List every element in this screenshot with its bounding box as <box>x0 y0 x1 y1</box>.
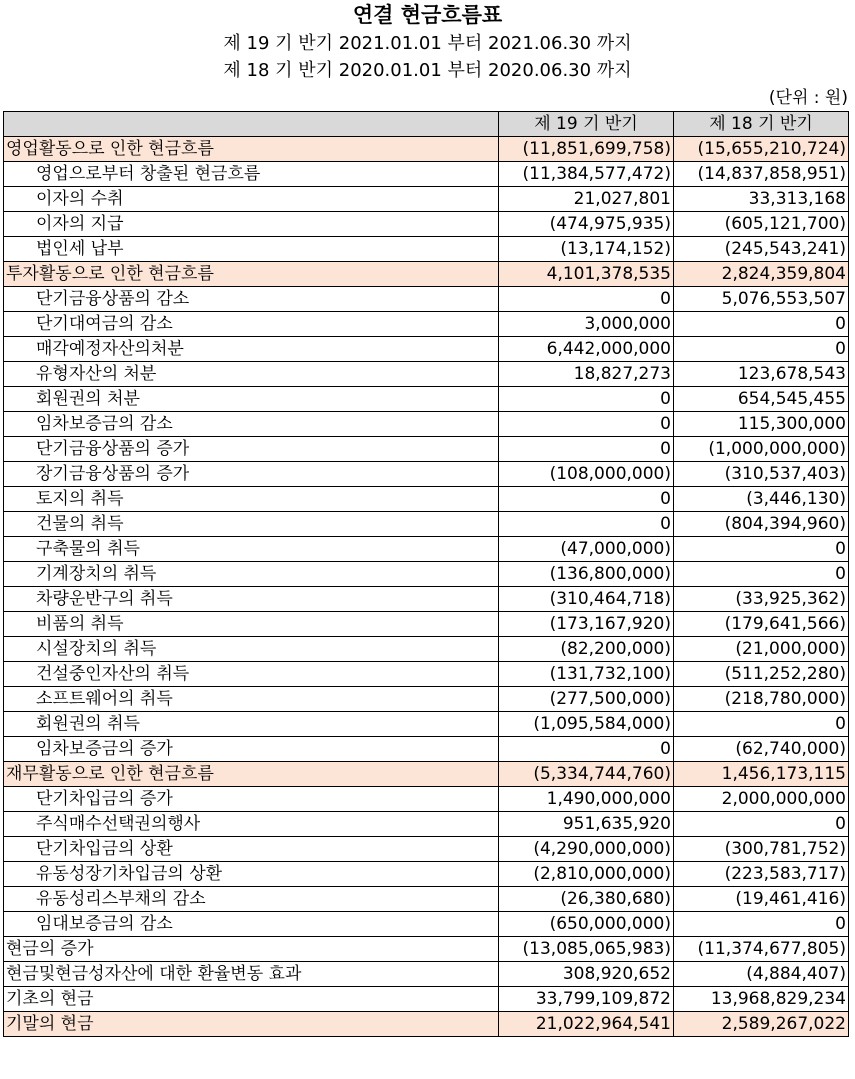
table-row <box>4 562 849 587</box>
table-row <box>4 762 849 787</box>
table-row <box>4 587 849 612</box>
table-row <box>4 262 849 287</box>
row-value-current: 1,490,000,000 <box>499 787 674 812</box>
row-value-prior: 13,968,829,234 <box>674 987 849 1012</box>
row-label: 투자활동으로 인한 현금흐름 <box>4 262 499 287</box>
table-row <box>4 862 849 887</box>
table-row <box>4 237 849 262</box>
row-label: 구축물의 취득 <box>4 537 499 562</box>
row-label: 단기차입금의 상환 <box>4 837 499 862</box>
row-value-prior: (605,121,700) <box>674 212 849 237</box>
row-value-prior: 2,589,267,022 <box>674 1012 849 1037</box>
row-value-prior: 33,313,168 <box>674 187 849 212</box>
table-row <box>4 812 849 837</box>
table-row <box>4 437 849 462</box>
row-value-prior: (62,740,000) <box>674 737 849 762</box>
row-label: 기초의 현금 <box>4 987 499 1012</box>
row-value-current: (650,000,000) <box>499 912 674 937</box>
row-value-current: (11,384,577,472) <box>499 162 674 187</box>
row-label: 장기금융상품의 증가 <box>4 462 499 487</box>
table-row <box>4 162 849 187</box>
row-value-current: (47,000,000) <box>499 537 674 562</box>
cash-flow-table <box>3 111 849 1037</box>
row-value-prior: (218,780,000) <box>674 687 849 712</box>
row-value-current: (108,000,000) <box>499 462 674 487</box>
row-value-prior: (179,641,566) <box>674 612 849 637</box>
period-prior: 제 18 기 반기 2020.01.01 부터 2020.06.30 까지 <box>223 60 632 81</box>
row-value-current: (310,464,718) <box>499 587 674 612</box>
row-label: 임대보증금의 감소 <box>4 912 499 937</box>
row-value-current: 0 <box>499 737 674 762</box>
table-row <box>4 387 849 412</box>
table-row <box>4 987 849 1012</box>
row-value-prior: 0 <box>674 812 849 837</box>
row-value-prior: (1,000,000,000) <box>674 437 849 462</box>
table-row <box>4 137 849 162</box>
row-label: 이자의 지급 <box>4 212 499 237</box>
row-value-current: (1,095,584,000) <box>499 712 674 737</box>
row-value-prior: 115,300,000 <box>674 412 849 437</box>
row-value-current: 3,000,000 <box>499 312 674 337</box>
row-label: 임차보증금의 감소 <box>4 412 499 437</box>
row-value-current: (474,975,935) <box>499 212 674 237</box>
table-row <box>4 312 849 337</box>
row-value-prior: (245,543,241) <box>674 237 849 262</box>
table-row <box>4 1012 849 1037</box>
row-value-prior: 0 <box>674 537 849 562</box>
row-value-current: 21,027,801 <box>499 187 674 212</box>
row-value-prior: 5,076,553,507 <box>674 287 849 312</box>
row-label: 단기차입금의 증가 <box>4 787 499 812</box>
row-value-current: 951,635,920 <box>499 812 674 837</box>
row-value-current: (136,800,000) <box>499 562 674 587</box>
row-value-current: 308,920,652 <box>499 962 674 987</box>
row-value-prior: (33,925,362) <box>674 587 849 612</box>
row-label: 영업활동으로 인한 현금흐름 <box>4 137 499 162</box>
header-account <box>4 112 499 137</box>
row-value-current: 18,827,273 <box>499 362 674 387</box>
row-value-prior: (14,837,858,951) <box>674 162 849 187</box>
row-value-prior: 123,678,543 <box>674 362 849 387</box>
header-prior-period: 제 18 기 반기 <box>674 112 849 137</box>
row-label: 건설중인자산의 취득 <box>4 662 499 687</box>
table-row <box>4 837 849 862</box>
row-value-current: (11,851,699,758) <box>499 137 674 162</box>
row-label: 시설장치의 취득 <box>4 637 499 662</box>
row-value-prior: 0 <box>674 712 849 737</box>
table-row <box>4 212 849 237</box>
row-label: 영업으로부터 창출된 현금흐름 <box>4 162 499 187</box>
table-row <box>4 362 849 387</box>
row-value-prior: 1,456,173,115 <box>674 762 849 787</box>
period-current: 제 19 기 반기 2021.01.01 부터 2021.06.30 까지 <box>223 33 632 54</box>
row-value-current: 33,799,109,872 <box>499 987 674 1012</box>
unit-label: (단위 : 원) <box>768 88 848 108</box>
row-value-current: 0 <box>499 512 674 537</box>
row-value-prior: 0 <box>674 312 849 337</box>
row-value-current: 0 <box>499 437 674 462</box>
row-label: 현금의 증가 <box>4 937 499 962</box>
row-value-prior: (804,394,960) <box>674 512 849 537</box>
table-row <box>4 962 849 987</box>
row-value-current: 0 <box>499 287 674 312</box>
table-row <box>4 712 849 737</box>
row-value-prior: (15,655,210,724) <box>674 137 849 162</box>
row-label: 단기금융상품의 감소 <box>4 287 499 312</box>
row-label: 주식매수선택권의행사 <box>4 812 499 837</box>
table-row <box>4 187 849 212</box>
table-row <box>4 937 849 962</box>
row-value-prior: (223,583,717) <box>674 862 849 887</box>
table-row <box>4 512 849 537</box>
table-row <box>4 887 849 912</box>
row-value-prior: (11,374,677,805) <box>674 937 849 962</box>
row-value-prior: (3,446,130) <box>674 487 849 512</box>
row-label: 건물의 취득 <box>4 512 499 537</box>
row-value-current: (173,167,920) <box>499 612 674 637</box>
row-value-current: (13,174,152) <box>499 237 674 262</box>
row-value-current: 21,022,964,541 <box>499 1012 674 1037</box>
row-label: 소프트웨어의 취득 <box>4 687 499 712</box>
row-label: 이자의 수취 <box>4 187 499 212</box>
row-value-prior: (19,461,416) <box>674 887 849 912</box>
row-value-prior: 0 <box>674 912 849 937</box>
row-value-current: (131,732,100) <box>499 662 674 687</box>
table-row <box>4 662 849 687</box>
table-row <box>4 912 849 937</box>
row-label: 현금및현금성자산에 대한 환율변동 효과 <box>4 962 499 987</box>
row-label: 차량운반구의 취득 <box>4 587 499 612</box>
row-value-current: 0 <box>499 387 674 412</box>
row-value-current: 0 <box>499 412 674 437</box>
row-label: 유동성장기차입금의 상환 <box>4 862 499 887</box>
row-label: 단기대여금의 감소 <box>4 312 499 337</box>
row-label: 매각예정자산의처분 <box>4 337 499 362</box>
row-label: 재무활동으로 인한 현금흐름 <box>4 762 499 787</box>
row-label: 유형자산의 처분 <box>4 362 499 387</box>
row-label: 회원권의 취득 <box>4 712 499 737</box>
table-row <box>4 287 849 312</box>
row-value-prior: (310,537,403) <box>674 462 849 487</box>
table-header-row <box>4 112 849 137</box>
row-value-prior: (4,884,407) <box>674 962 849 987</box>
table-row <box>4 412 849 437</box>
row-value-current: 6,442,000,000 <box>499 337 674 362</box>
table-row <box>4 612 849 637</box>
row-value-current: (26,380,680) <box>499 887 674 912</box>
row-value-prior: 0 <box>674 562 849 587</box>
row-label: 법인세 납부 <box>4 237 499 262</box>
row-value-prior: 654,545,455 <box>674 387 849 412</box>
table-row <box>4 787 849 812</box>
row-value-prior: (21,000,000) <box>674 637 849 662</box>
row-value-prior: 2,824,359,804 <box>674 262 849 287</box>
row-value-current: 4,101,378,535 <box>499 262 674 287</box>
row-value-prior: (300,781,752) <box>674 837 849 862</box>
row-value-current: (13,085,065,983) <box>499 937 674 962</box>
row-value-prior: 2,000,000,000 <box>674 787 849 812</box>
table-row <box>4 537 849 562</box>
row-label: 기말의 현금 <box>4 1012 499 1037</box>
row-label: 비품의 취득 <box>4 612 499 637</box>
row-label: 임차보증금의 증가 <box>4 737 499 762</box>
row-label: 토지의 취득 <box>4 487 499 512</box>
row-value-prior: 0 <box>674 337 849 362</box>
row-value-current: (82,200,000) <box>499 637 674 662</box>
table-row <box>4 337 849 362</box>
table-row <box>4 737 849 762</box>
row-value-current: (277,500,000) <box>499 687 674 712</box>
row-label: 기계장치의 취득 <box>4 562 499 587</box>
row-value-current: (2,810,000,000) <box>499 862 674 887</box>
row-value-current: (4,290,000,000) <box>499 837 674 862</box>
row-value-current: (5,334,744,760) <box>499 762 674 787</box>
table-row <box>4 487 849 512</box>
row-value-current: 0 <box>499 487 674 512</box>
table-row <box>4 637 849 662</box>
statement-title: 연결 현금흐름표 <box>352 3 503 27</box>
table-row <box>4 687 849 712</box>
row-label: 단기금융상품의 증가 <box>4 437 499 462</box>
header-current-period: 제 19 기 반기 <box>499 112 674 137</box>
table-row <box>4 462 849 487</box>
row-label: 유동성리스부채의 감소 <box>4 887 499 912</box>
row-value-prior: (511,252,280) <box>674 662 849 687</box>
row-label: 회원권의 처분 <box>4 387 499 412</box>
